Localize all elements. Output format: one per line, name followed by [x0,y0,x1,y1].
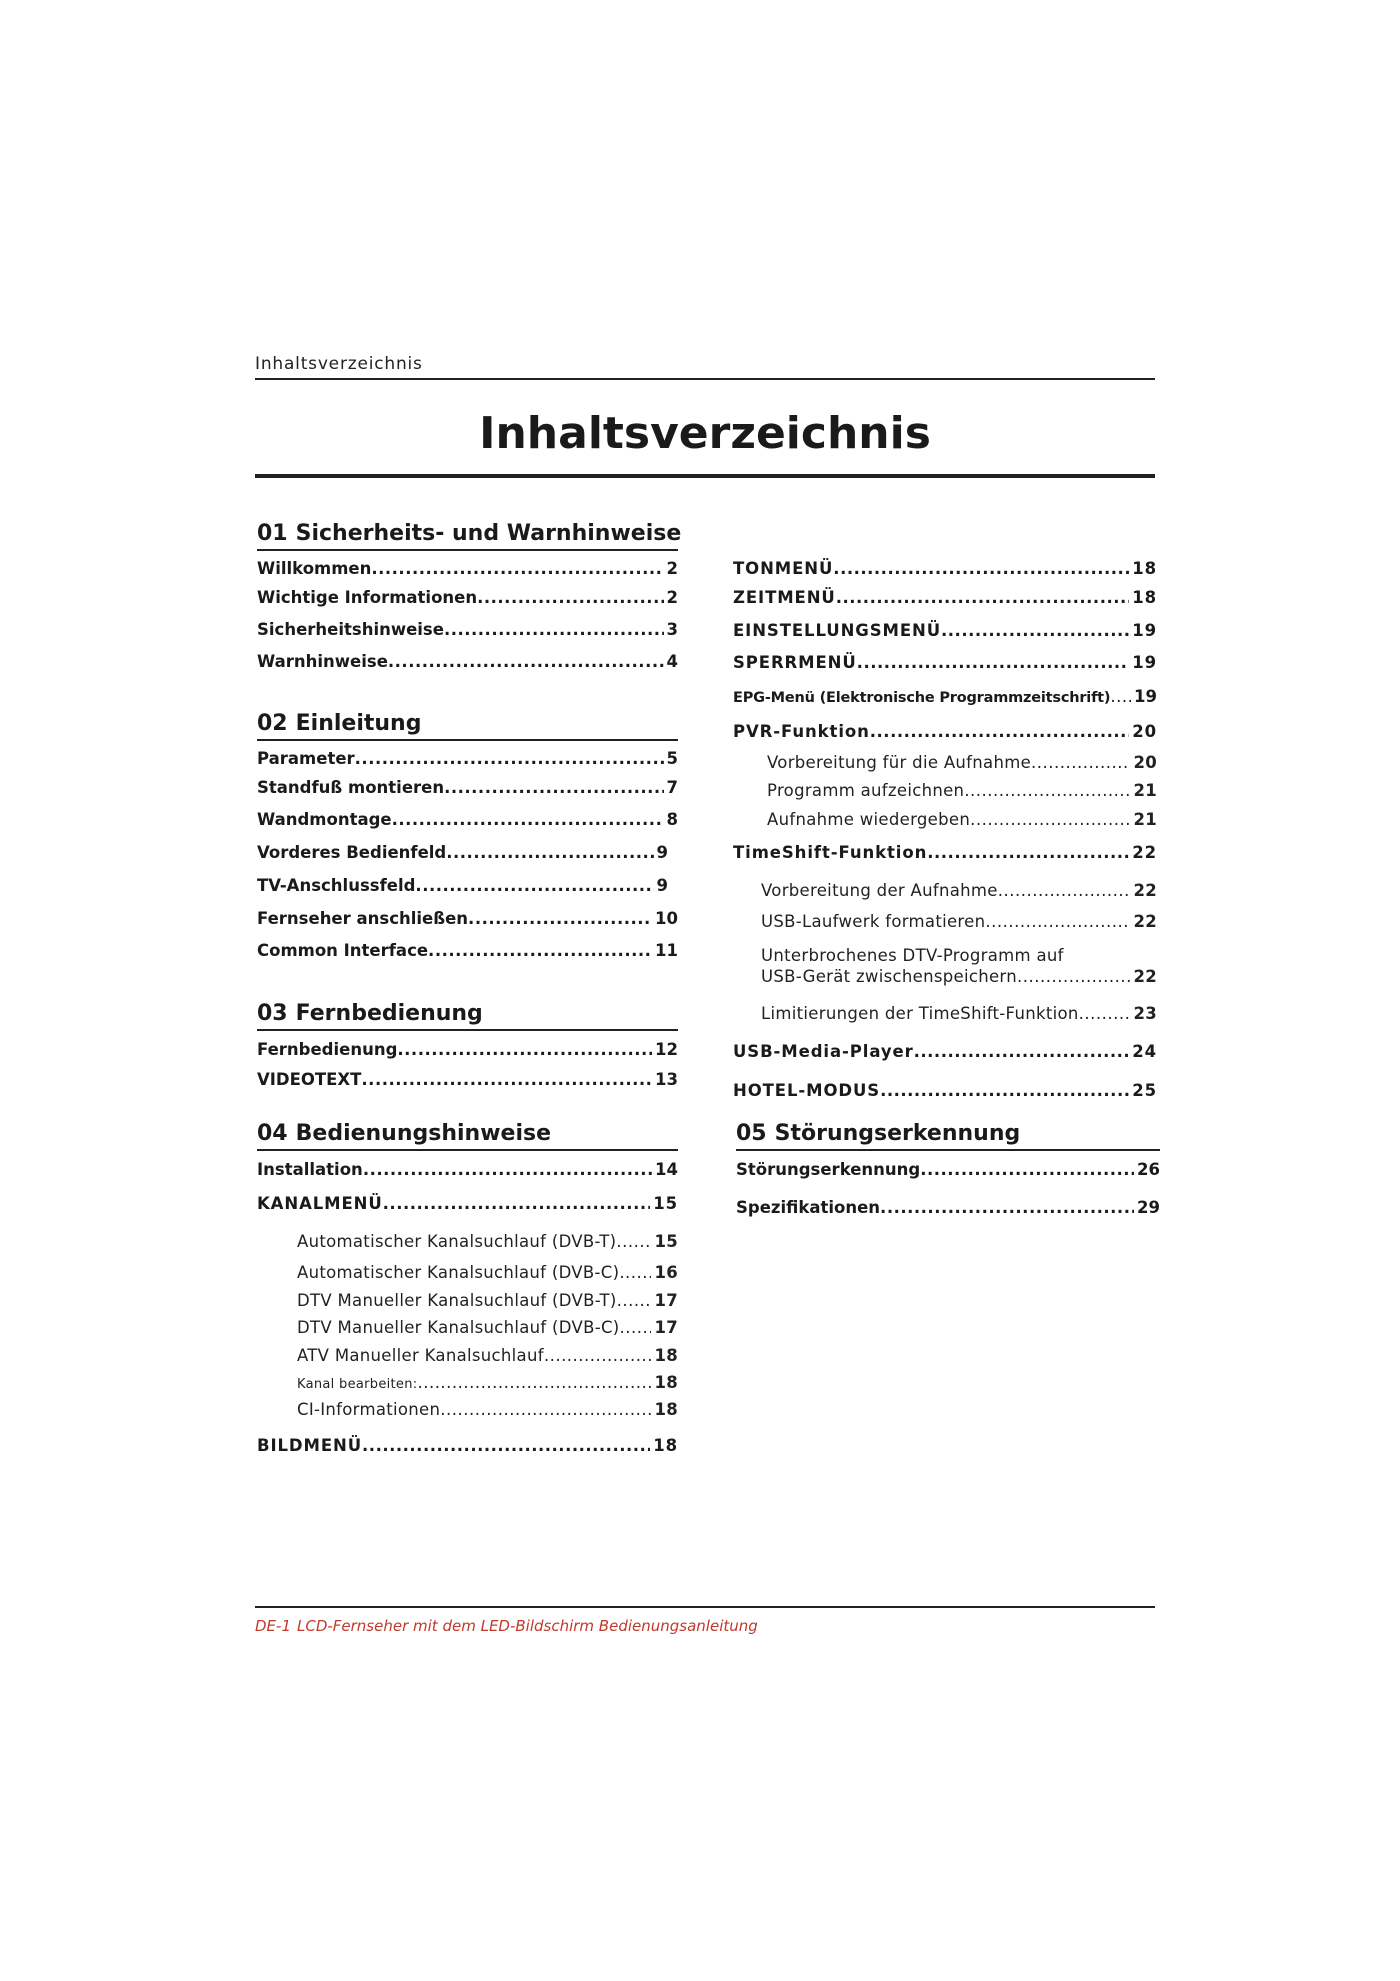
toc-entry[interactable]: BILDMENÜ ..... 18 [257,1436,678,1455]
section-heading: 02 Einleitung [257,711,678,741]
toc-subentry[interactable]: ATV Manueller Kanalsuchlauf ..... 18 [297,1346,678,1365]
section-heading: 04 Bedienungshinweise [257,1121,678,1151]
toc-entry[interactable]: SPERRMENÜ ..... 19 [733,653,1157,672]
page-footer [255,1617,758,1635]
footer-text: LCD-Fernseher mit dem LED-Bildschirm Bedienungsanleitung [296,1617,758,1635]
toc-subentry[interactable]: Vorbereitung der Aufnahme ..... 22 [761,881,1157,900]
section-heading: 05 Störungserkennung [736,1121,1160,1151]
toc-entry[interactable]: Willkommen ..... 2 [257,559,678,578]
toc-subentry-continuation[interactable]: USB-Gerät zwischenspeichern ..... 22 [761,967,1157,986]
title-rule [255,474,1155,478]
toc-subentry[interactable]: Programm aufzeichnen ..... 21 [767,781,1157,800]
toc-entry[interactable]: TV-Anschlussfeld ..... 9 [257,876,668,895]
toc-entry[interactable]: PVR-Funktion ..... 20 [733,722,1157,741]
toc-entry[interactable]: VIDEOTEXT ..... 13 [257,1070,678,1089]
toc-entry[interactable]: KANALMENÜ ..... 15 [257,1194,678,1213]
toc-entry[interactable]: Common Interface ..... 11 [257,941,678,960]
toc-subentry[interactable]: DTV Manueller Kanalsuchlauf (DVB-T) ..... 17 [297,1291,678,1310]
toc-entry[interactable]: Wandmontage ..... 8 [257,810,678,829]
toc-subentry[interactable]: DTV Manueller Kanalsuchlauf (DVB-C) ..... 17 [297,1318,678,1337]
toc-entry[interactable]: Vorderes Bedienfeld ..... 9 [257,843,668,862]
toc-entry[interactable]: TimeShift-Funktion ..... 22 [733,843,1157,862]
toc-subentry[interactable]: Aufnahme wiedergeben ..... 21 [767,810,1157,829]
toc-subentry[interactable]: Vorbereitung für die Aufnahme ..... 20 [767,753,1157,772]
toc-subentry[interactable]: CI-Informationen ..... 18 [297,1400,678,1419]
toc-entry[interactable]: EINSTELLUNGSMENÜ ..... 19 [733,621,1157,640]
toc-subentry[interactable]: Limitierungen der TimeShift-Funktion ..... 23 [761,1004,1157,1023]
running-head: Inhaltsverzeichnis [255,354,423,374]
toc-entry[interactable]: EPG-Menü (Elektronische Programmzeitschrift) ..... 19 [733,687,1157,706]
toc-subentry[interactable]: Unterbrochenes DTV-Programm auf [761,946,1064,965]
toc-entry[interactable]: Fernbedienung ..... 12 [257,1040,678,1059]
section-heading: 03 Fernbedienung [257,1001,678,1031]
section-heading: 01 Sicherheits- und Warnhinweise [257,521,678,551]
toc-entry[interactable]: Warnhinweise ..... 4 [257,652,678,671]
footer-rule [255,1606,1155,1608]
toc-entry[interactable]: Spezifikationen ..... 29 [736,1198,1160,1217]
page-code: DE-1 [255,1617,291,1635]
toc-entry[interactable]: USB-Media-Player ..... 24 [733,1042,1157,1061]
toc-entry[interactable]: Sicherheitshinweise ..... 3 [257,620,678,639]
header-rule [255,378,1155,380]
toc-entry[interactable]: Wichtige Informationen ..... 2 [257,588,678,607]
toc-entry[interactable]: TONMENÜ ..... 18 [733,559,1157,578]
toc-entry[interactable]: Installation ..... 14 [257,1160,678,1179]
toc-entry[interactable]: Parameter ..... 5 [257,749,678,768]
toc-entry[interactable]: HOTEL-MODUS ..... 25 [733,1081,1157,1100]
toc-entry[interactable]: Standfuß montieren ..... 7 [257,778,678,797]
toc-entry[interactable]: ZEITMENÜ ..... 18 [733,588,1157,607]
toc-subentry[interactable]: USB-Laufwerk formatieren ..... 22 [761,912,1157,931]
page-title: Inhaltsverzeichnis [479,408,931,459]
toc-entry[interactable]: Störungserkennung ..... 26 [736,1160,1160,1179]
toc-subentry[interactable]: Automatischer Kanalsuchlauf (DVB-C) ..... 16 [297,1263,678,1282]
toc-subentry[interactable]: Kanal bearbeiten: ..... 18 [297,1373,678,1392]
toc-entry[interactable]: Fernseher anschließen ..... 10 [257,909,678,928]
toc-subentry[interactable]: Automatischer Kanalsuchlauf (DVB-T) ..... 15 [297,1232,678,1251]
